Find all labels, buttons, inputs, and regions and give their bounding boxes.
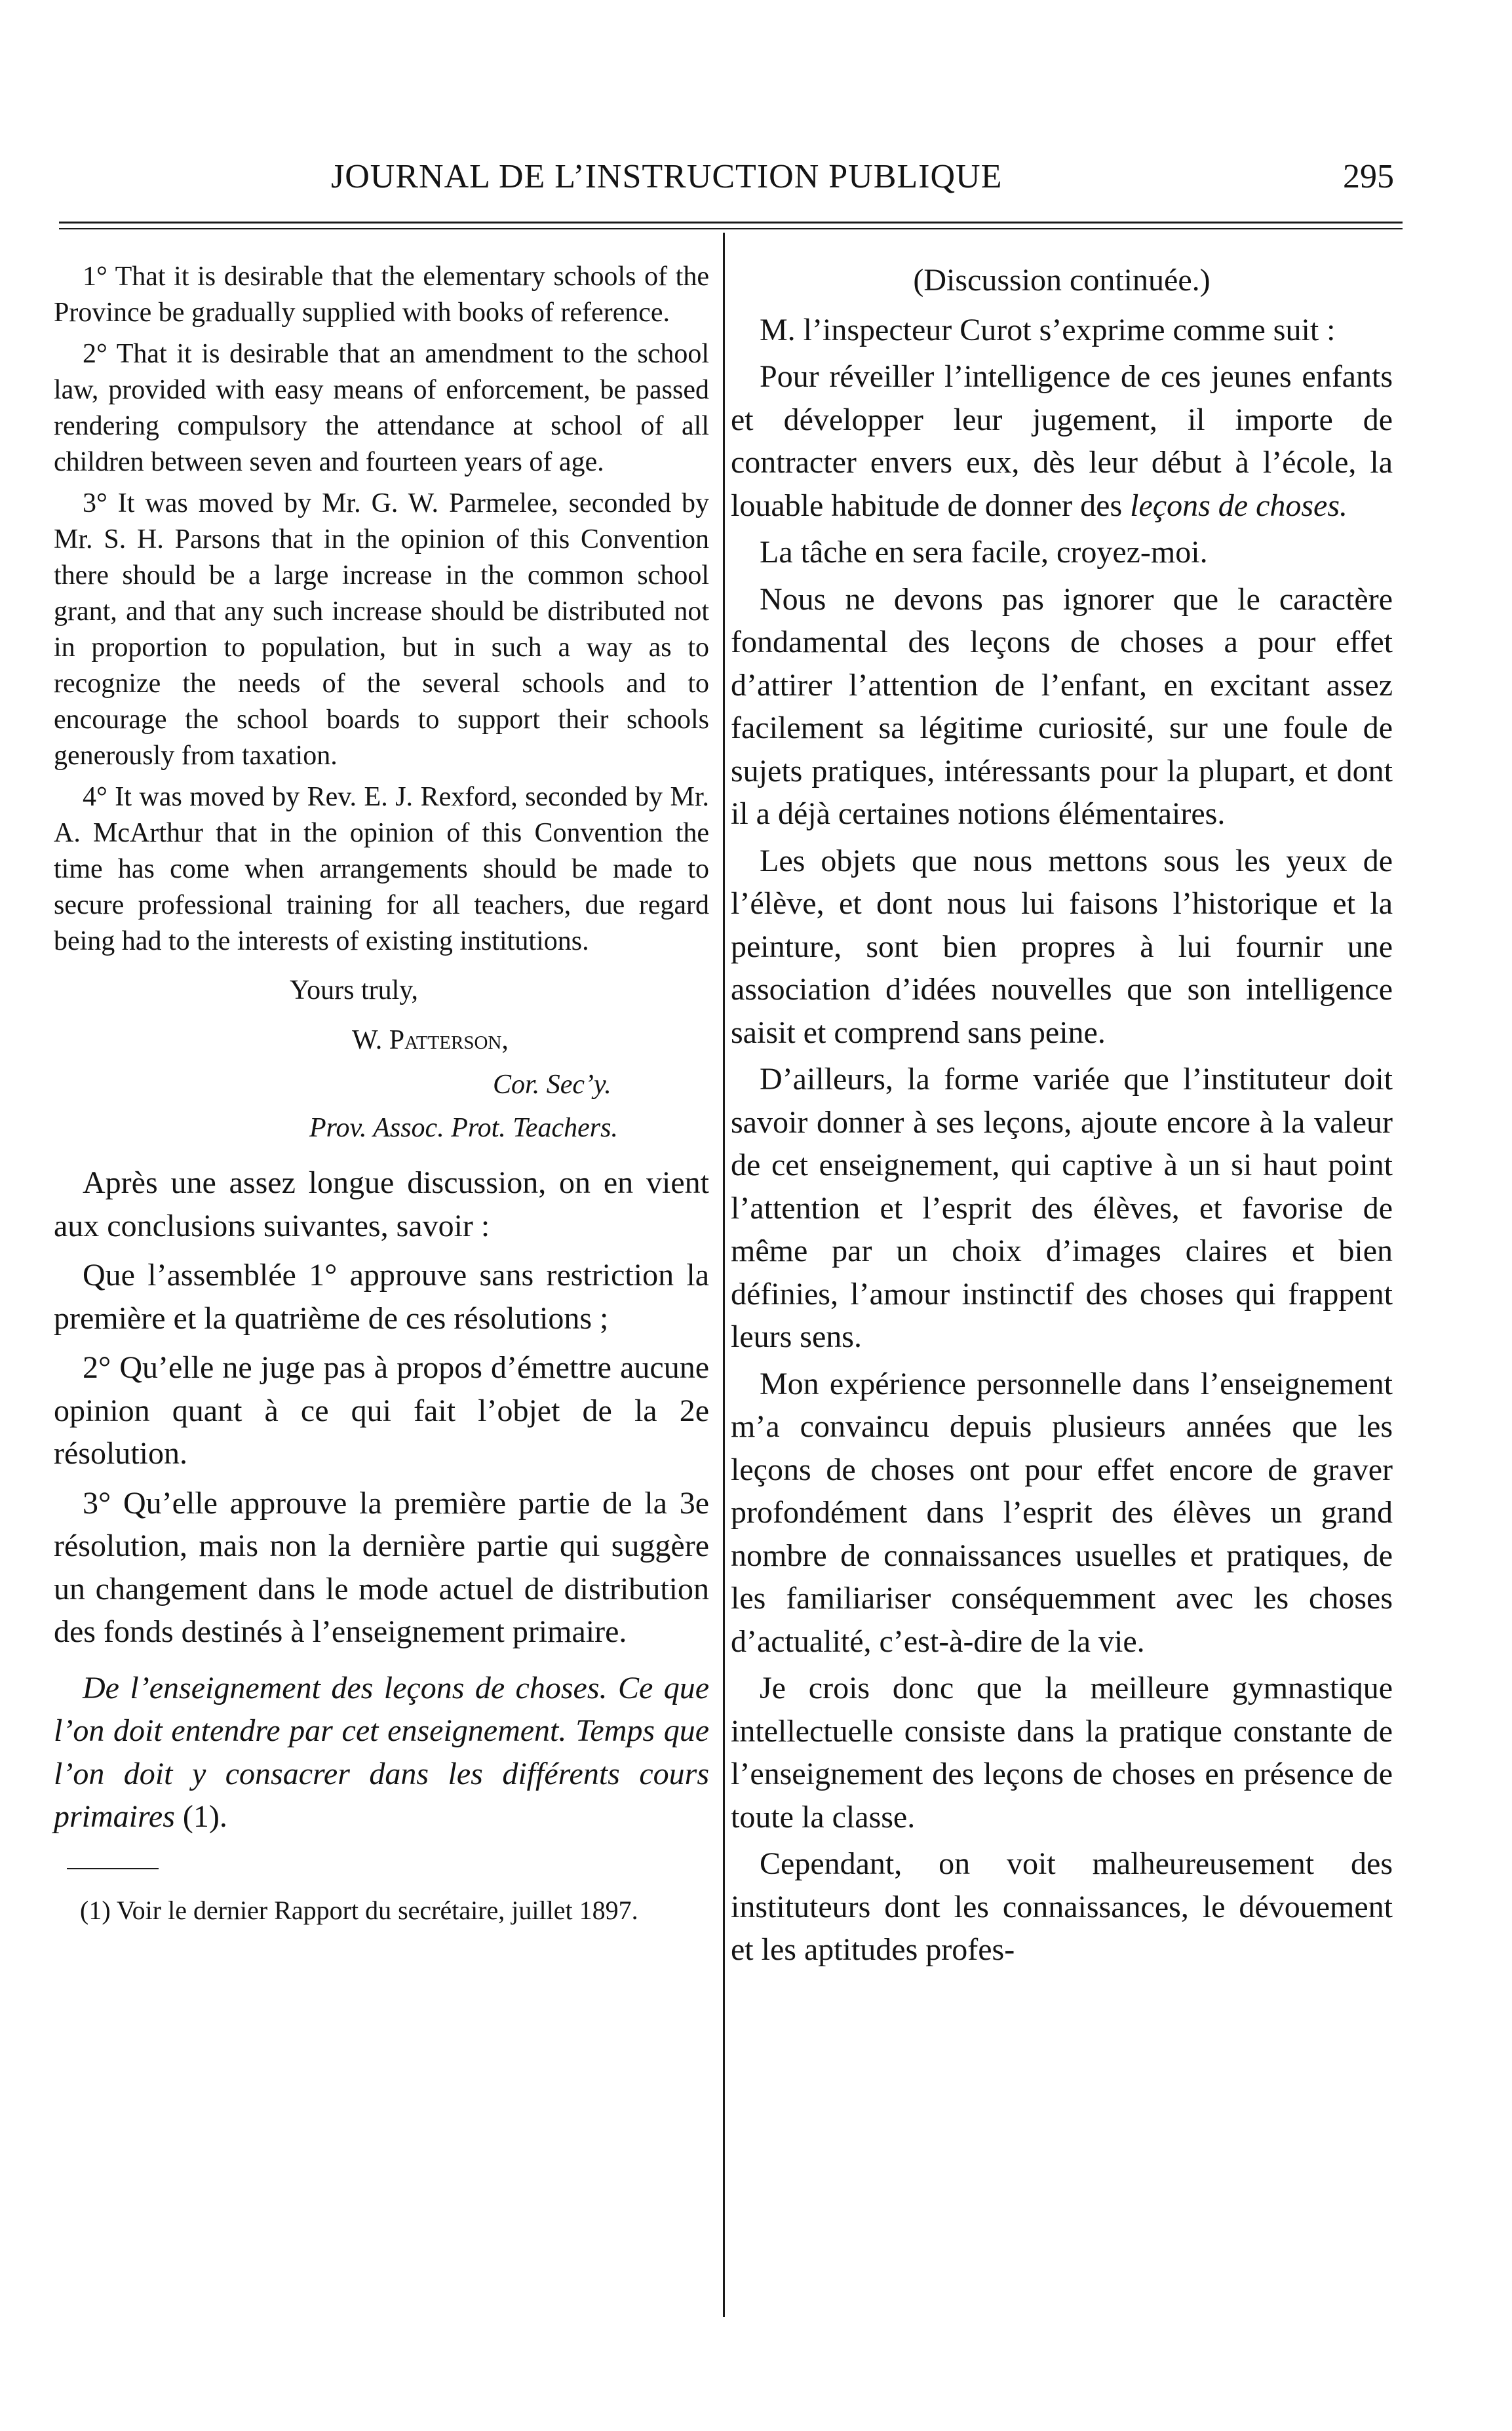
section-heading-block <box>54 1667 709 1838</box>
page-number: 295 <box>1343 158 1394 195</box>
signature-org: Prov. Assoc. Prot. Teachers. <box>309 1113 618 1143</box>
signature-title: Cor. Sec’y. <box>493 1070 611 1100</box>
header-rule-top <box>59 222 1403 224</box>
paragraph-2 <box>731 355 1393 527</box>
right-column <box>731 259 1393 1972</box>
paragraph-8: Je crois donc que la meilleure gymnastique intellectuelle consiste dans la pratique constante de l’enseignement des leçons de choses en présence de toute la classe. <box>731 1671 1393 1835</box>
conclusion-item-1: Que l’assemblée 1° approuve sans restriction la première et la quatrième de ces résolutions ; <box>54 1258 709 1336</box>
resolution-4: 4° It was moved by Rev. E. J. Rexford, seconded by Mr. A. McArthur that in the opinion of this Convention the time has come when arrangements should be made to secure professional training for all teachers, due regard being had to the interests of existing institutions. <box>54 782 709 956</box>
paragraph-2-text: Pour réveiller l’intelligence de ces jeunes enfants et développer leur jugement, il importe de contracter envers eux, dès leur début à l’école, la louable habitude de donner des <box>731 359 1393 523</box>
resolution-2: 2° That it is desirable that an amendment to the school law, provided with easy means of enforcement, be passed rendering compulsory the attendance at school of all children between seven and fourteen years of age. <box>54 339 709 477</box>
section-heading <box>54 1667 709 1838</box>
conclusions-intro: Après une assez longue discussion, on en vient aux conclusions suivantes, savoir : <box>54 1165 709 1243</box>
signature-closing: Yours truly, <box>290 975 419 1005</box>
paragraph-3: La tâche en sera facile, croyez-moi. <box>760 535 1208 570</box>
running-title: JOURNAL DE L’INSTRUCTION PUBLIQUE <box>331 158 1003 195</box>
signature-name: W. Patterson, <box>352 1025 509 1055</box>
resolution-3: 3° It was moved by Mr. G. W. Parmelee, seconded by Mr. S. H. Parsons that in the opinion of this Convention there should be a large increase in the common school grant, and that any such increase should be distributed not in proportion to population, but in such a way as to recognize the needs of the several schools and to encourage the school boards to support their schools generously from taxation. <box>54 488 709 771</box>
paragraph-7: Mon expérience personnelle dans l’enseignement m’a convaincu depuis plusieurs années que les leçons de choses ont pour effet encore de graver profondément dans l’esprit des élèves un grand nombre de connaissances usuelles et pratiques, de les familiariser conséquemment avec les choses d’actualité, c’est-à-dire de la vie. <box>731 1366 1393 1659</box>
footnote-block <box>54 1894 709 1927</box>
section-heading-text: De l’enseignement des leçons de choses. Ce que l’on doit entendre par cet enseignement. Temps que l’on doit y consacrer dans les différents cours primaires <box>54 1670 709 1834</box>
paragraph-6: D’ailleurs, la forme variée que l’instituteur doit savoir donner à ses leçons, ajoute encore à la valeur de cet enseignement, qui captive à un si haut point l’attention et l’esprit des élèves, et favorise de même par un choix d’images claires et bien définies, l’amour instinctif des choses qui frappent leurs sens. <box>731 1062 1393 1354</box>
discussion-label: (Discussion continuée.) <box>913 263 1211 298</box>
conclusion-item-2: 2° Qu’elle ne juge pas à propos d’émettre aucune opinion quant à ce qui fait l’objet de la 2e résolution. <box>54 1350 709 1471</box>
paragraph-4: Nous ne devons pas ignorer que le caractère fondamental des leçons de choses a pour effet d’attirer l’attention de l’enfant, en excitant assez facilement sa légitime curiosité, sur une foule de sujets pratiques, intéressants pour la plupart, et dont il a déjà certaines notions élémentaires. <box>731 581 1393 831</box>
column-separator <box>723 233 725 2317</box>
conclusion-item-3: 3° Qu’elle approuve la première partie de la 3e résolution, mais non la dernière partie qui suggère un changement dans le mode actuel de distribution des fonds destinés à l’enseignement primaire. <box>54 1485 709 1649</box>
header-rule-bottom <box>59 228 1403 229</box>
paragraph-1: M. l’inspecteur Curot s’exprime comme suit : <box>760 312 1336 347</box>
resolutions-block <box>54 259 709 960</box>
signature-block <box>54 971 709 1147</box>
page-header <box>0 157 1512 210</box>
paragraph-9: Cependant, on voit malheureusement des instituteurs dont les connaissances, le dévouement et les aptitudes profes- <box>731 1846 1393 1967</box>
footnote-reference: (1). <box>182 1799 227 1834</box>
footnote-rule <box>67 1868 159 1869</box>
footnote-text: (1) Voir le dernier Rapport du secrétaire, juillet 1897. <box>80 1895 638 1925</box>
conclusions-block <box>54 1161 709 1654</box>
resolution-1: 1° That it is desirable that the elementary schools of the Province be gradually supplied with books of reference. <box>54 262 709 328</box>
italic-phrase: leçons de choses. <box>1130 488 1348 523</box>
left-column <box>54 259 709 1927</box>
paragraph-5: Les objets que nous mettons sous les yeux de l’élève, et dont nous lui faisons l’historique et la peinture, sont bien propres à lui fournir une association d’idées nouvelles que son intelligence saisit et comprend sans peine. <box>731 843 1393 1050</box>
